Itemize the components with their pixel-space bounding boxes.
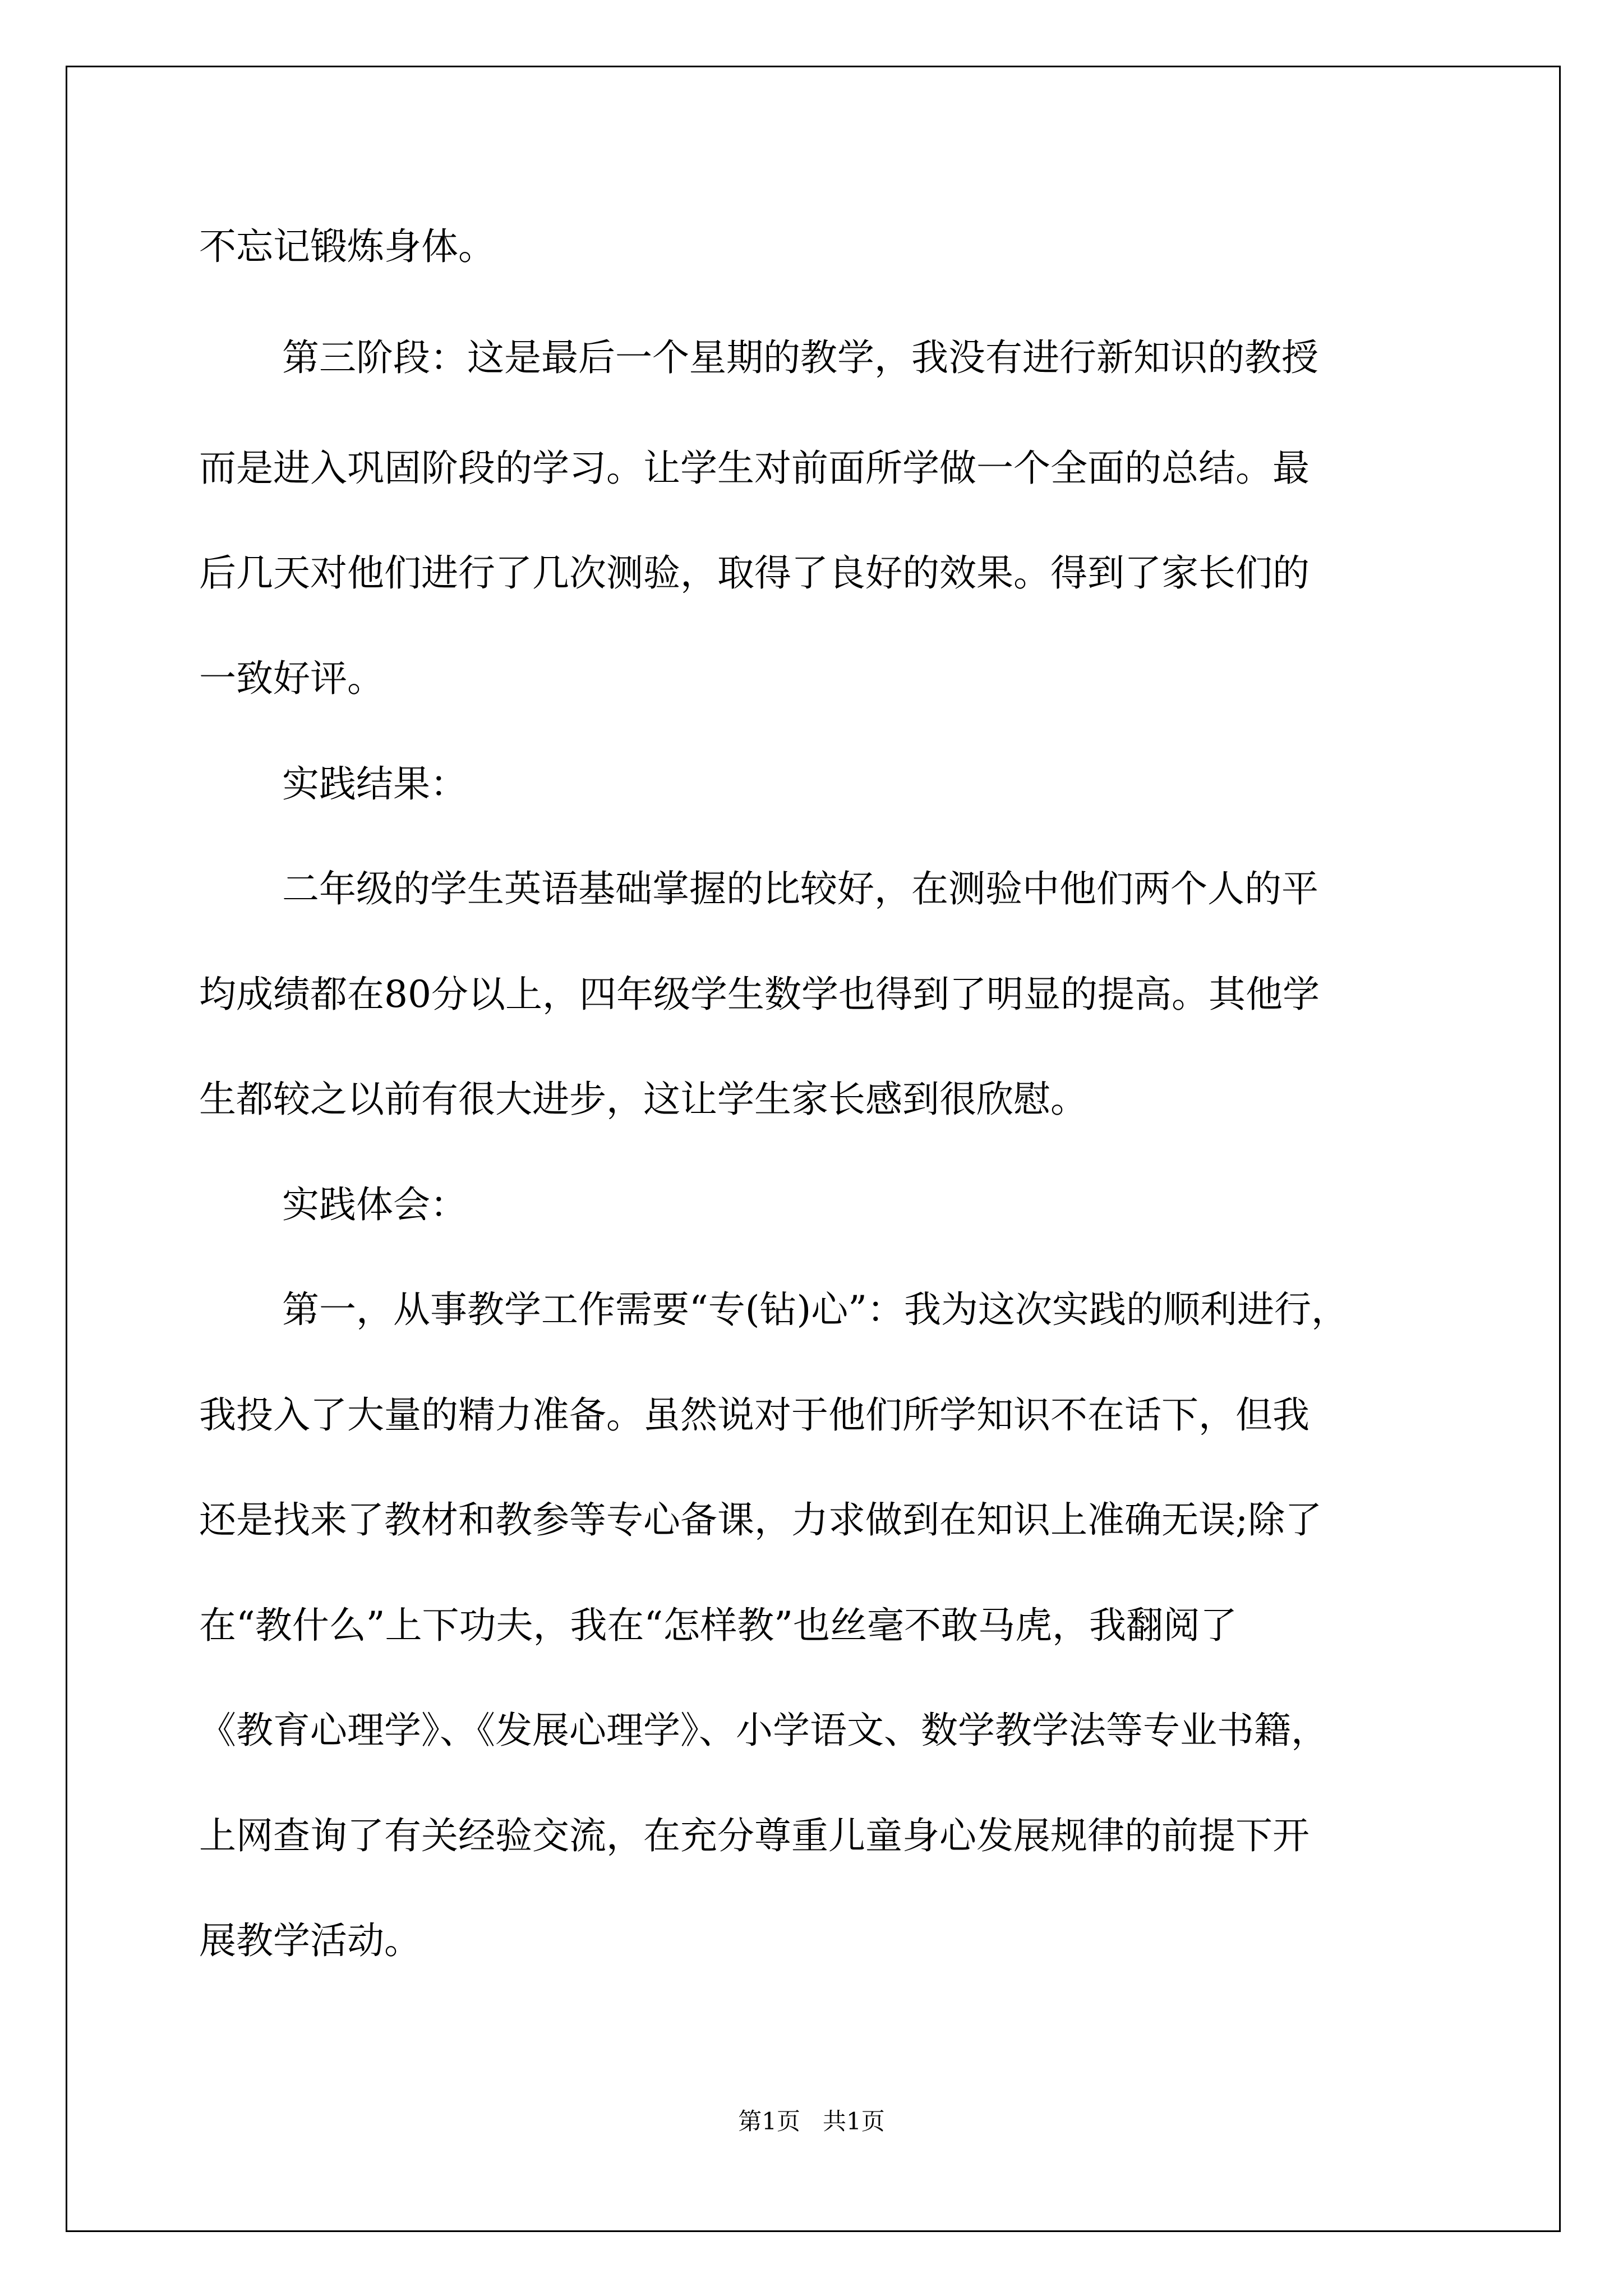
text-line-3: 而是进入巩固阶段的学习。让学生对前面所学做一个全面的总结。最	[199, 447, 1310, 490]
text-line-12: 我投入了大量的精力准备。虽然说对于他们所学知识不在话下，但我	[199, 1393, 1310, 1437]
text-line-14: 在“教什么”上下功夫，我在“怎样教”也丝毫不敢马虎，我翻阅了	[199, 1604, 1237, 1647]
text-line-17: 展教学活动。	[199, 1919, 421, 1962]
text-line-2: 第三阶段：这是最后一个星期的教学，我没有进行新知识的教授	[282, 336, 1318, 379]
text-line-13: 还是找来了教材和教参等专心备课，力求做到在知识上准确无误;除了	[199, 1498, 1322, 1542]
text-line-16: 上网查询了有关经验交流，在充分尊重儿童身心发展规律的前提下开	[199, 1814, 1310, 1857]
text-line-8: 均成绩都在80分以上，四年级学生数学也得到了明显的提高。其他学	[199, 973, 1320, 1016]
text-line-7: 二年级的学生英语基础掌握的比较好，在测验中他们两个人的平	[282, 867, 1318, 910]
text-line-4: 后几天对他们进行了几次测验，取得了良好的效果。得到了家长们的	[199, 551, 1310, 595]
text-line-6: 实践结果：	[282, 762, 467, 806]
text-line-1: 不忘记锻炼身体。	[199, 225, 495, 268]
page-footer: 第1页 共1页	[738, 2108, 885, 2135]
text-line-5: 一致好评。	[199, 657, 384, 700]
text-line-15: 《教育心理学》、《发展心理学》、小学语文、数学教学法等专业书籍，	[199, 1709, 1328, 1752]
page-border	[66, 66, 1561, 2232]
text-line-9: 生都较之以前有很大进步，这让学生家长感到很欣慰。	[199, 1078, 1087, 1121]
text-line-11: 第一，从事教学工作需要“专(钻)心”：我为这次实践的顺利进行，	[282, 1288, 1348, 1331]
text-line-10: 实践体会：	[282, 1183, 467, 1226]
